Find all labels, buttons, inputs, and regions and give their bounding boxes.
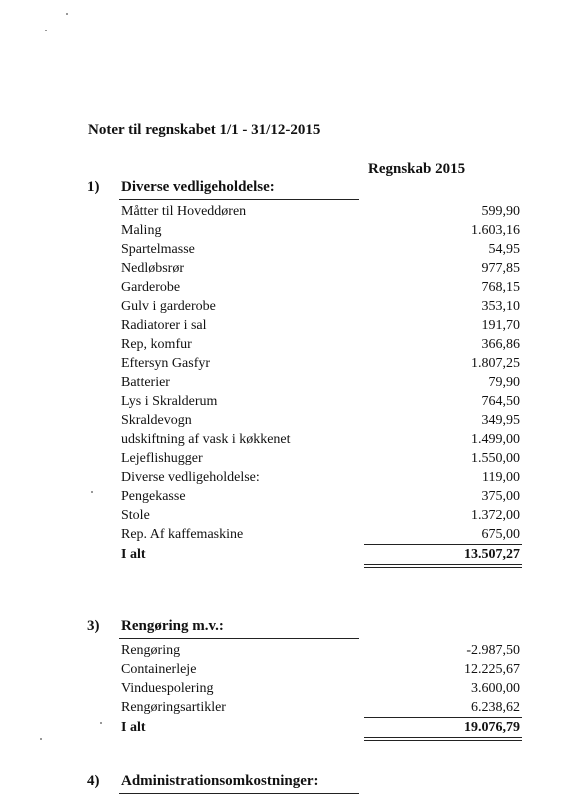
row-amount: 366,86 [481,337,520,352]
row-label: Vinduespolering [121,681,214,696]
section-title: Administrationsomkostninger: [121,773,319,789]
row-label: Rengøring [121,643,181,658]
row-label: Diverse vedligeholdelse: [121,470,260,485]
section-rows [0,641,565,741]
table-row [0,449,565,468]
row-amount: 12.225,67 [464,662,520,677]
row-label: Lejeflishugger [121,451,203,466]
row-label: Batterier [121,375,170,390]
row-label: Stole [121,508,150,523]
total-double-rule [364,737,522,741]
section-title-underline [119,793,359,794]
table-row [0,506,565,525]
row-amount: 191,70 [481,318,520,333]
row-amount: 3.600,00 [471,681,520,696]
scan-speck [45,30,47,31]
table-row [0,354,565,373]
row-amount: 1.550,00 [471,451,520,466]
row-amount: 6.238,62 [471,700,520,715]
row-amount: 54,95 [488,242,520,257]
row-amount: 349,95 [481,413,520,428]
row-amount: 1.372,00 [471,508,520,523]
table-row [0,202,565,221]
row-amount: -2.987,50 [466,643,520,658]
row-label: udskiftning af vask i køkkenet [121,432,291,447]
table-row [0,373,565,392]
table-row [0,297,565,316]
table-row [0,641,565,660]
row-label: Rengøringsartikler [121,700,226,715]
row-label: Skraldevogn [121,413,192,428]
row-label: Rep. Af kaffemaskine [121,527,244,542]
row-label: Måtter til Hoveddøren [121,204,247,219]
row-label: Pengekasse [121,489,186,504]
total-label: I alt [121,720,146,735]
row-amount: 79,90 [488,375,520,390]
row-amount: 119,00 [482,470,520,485]
total-amount: 13.507,27 [464,547,520,562]
table-row [0,240,565,259]
total-double-rule [364,564,522,568]
section-number: 4) [87,773,100,789]
row-label: Eftersyn Gasfyr [121,356,211,371]
table-row [0,679,565,698]
total-amount: 19.076,79 [464,720,520,735]
section-title-underline [119,638,359,639]
row-amount: 977,85 [481,261,520,276]
section-title: Rengøring m.v.: [121,618,224,634]
row-label: Nedløbsrør [121,261,184,276]
table-row [0,335,565,354]
row-amount: 599,90 [481,204,520,219]
row-amount: 375,00 [481,489,520,504]
row-amount: 675,00 [481,527,520,542]
row-label: Spartelmasse [121,242,195,257]
table-row [0,411,565,430]
table-row [0,525,565,544]
row-amount: 1.499,00 [471,432,520,447]
table-row [0,316,565,335]
table-row [0,660,565,679]
total-label: I alt [121,547,146,562]
row-label: Rep, komfur [121,337,192,352]
table-row [0,221,565,240]
section-number: 1) [87,179,100,195]
section-title-underline [119,199,359,200]
column-heading: Regnskab 2015 [368,161,466,177]
row-label: Containerleje [121,662,197,677]
section-title: Diverse vedligeholdelse: [121,179,275,195]
row-label: Garderobe [121,280,181,295]
scan-speck [66,13,68,15]
table-row [0,698,565,717]
scan-speck [91,491,93,493]
total-row [0,718,565,737]
table-row [0,430,565,449]
row-label: Radiatorer i sal [121,318,207,333]
section-number: 3) [87,618,100,634]
row-amount: 1.807,25 [471,356,520,371]
table-row [0,468,565,487]
row-amount: 353,10 [481,299,520,314]
row-label: Gulv i garderobe [121,299,216,314]
row-label: Maling [121,223,162,238]
row-amount: 1.603,16 [471,223,520,238]
table-row [0,392,565,411]
section-rows [0,202,565,568]
table-row [0,487,565,506]
scan-speck [40,738,42,740]
row-label: Lys i Skralderum [121,394,218,409]
page-title: Noter til regnskabet 1/1 - 31/12-2015 [88,122,321,138]
row-amount: 764,50 [481,394,520,409]
table-row [0,259,565,278]
total-row [0,545,565,564]
scan-speck [100,722,102,724]
row-amount: 768,15 [481,280,520,295]
table-row [0,278,565,297]
